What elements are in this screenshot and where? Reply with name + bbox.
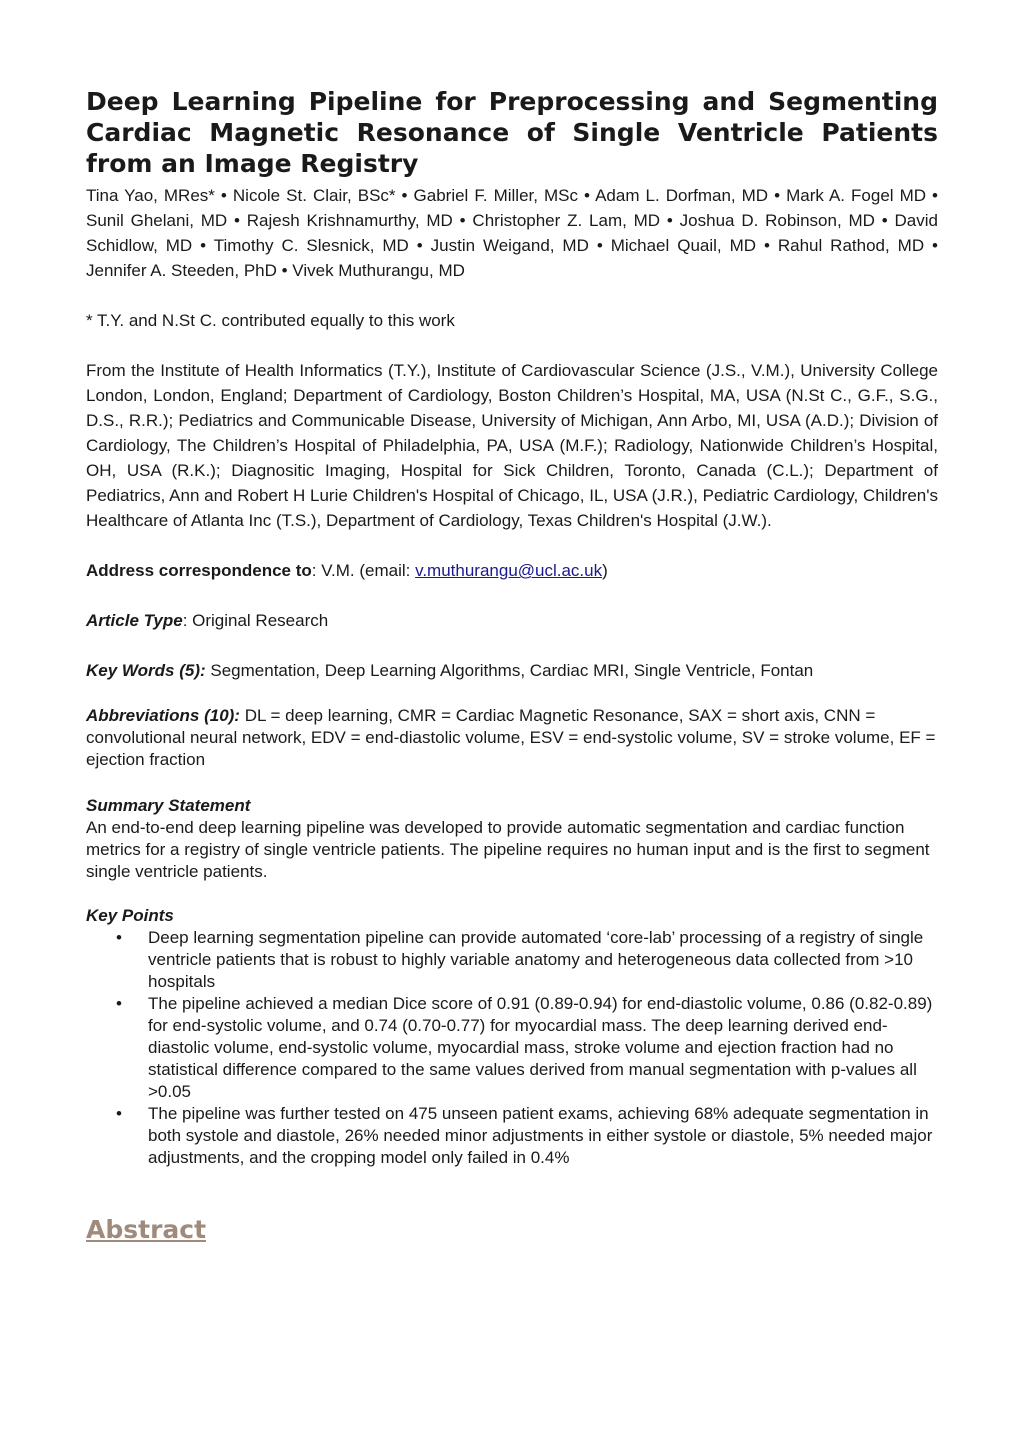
correspondence <box>86 558 938 583</box>
key-point-text: Deep learning segmentation pipeline can provide automated ‘core-lab’ processing of a registry of single ventricle patients that is robust to highly variable anatomy and heterogeneous data collected from >10 hospitals <box>148 928 924 991</box>
bullet-icon: • <box>116 928 122 947</box>
summary-text: An end-to-end deep learning pipeline was developed to provide automatic segmentation and cardiac function metrics for a registry of single ventricle patients. The pipeline requires no human input and is the first to segment single ventricle patients. <box>86 818 930 881</box>
manuscript-page <box>86 86 938 1244</box>
key-point-text: The pipeline was further tested on 475 unseen patient exams, achieving 68% adequate segmentation in both systole and diastole, 26% needed minor adjustments in either systole or diastole, 5% needed major adjustments, and the cropping model only failed in 0.4% <box>148 1104 933 1167</box>
list-item <box>86 927 938 993</box>
abbreviations <box>86 705 938 771</box>
paper-title: Deep Learning Pipeline for Preprocessing and Segmenting Cardiac Magnetic Resonance of Single Ventricle Patients from an Image Registry <box>86 87 938 178</box>
correspondence-email-link[interactable]: v.muthurangu@ucl.ac.uk <box>415 561 603 580</box>
correspondence-label: Address correspondence to <box>86 561 312 580</box>
bullet-icon: • <box>116 1104 122 1123</box>
article-type-value: : Original Research <box>182 611 329 630</box>
correspondence-prefix: : V.M. (email: <box>311 561 416 580</box>
keywords <box>86 658 938 683</box>
abbreviations-label: Abbreviations (10): <box>86 706 240 725</box>
equal-contribution-note: * T.Y. and N.St C. contributed equally to this work <box>86 311 455 330</box>
author-list: Tina Yao, MRes* • Nicole St. Clair, BSc* • Gabriel F. Miller, MSc • Adam L. Dorfman, MD • Mark A. Fogel MD • Sunil Ghelani, MD • Rajesh Krishnamurthy, MD • Christopher Z. Lam, MD • Joshua D. Robinson, MD • David Schidlow, MD • Timothy C. Slesnick, MD • Justin Weigand, MD • Michael Quail, MD • Rahul Rathod, MD • Jennifer A. Steeden, PhD • Vivek Muthurangu, MD <box>86 186 938 280</box>
abbreviations-value: DL = deep learning, CMR = Cardiac Magnetic Resonance, SAX = short axis, CNN = convolutional neural network, EDV = end-diastolic volume, ESV = end-systolic volume, SV = stroke volume, EF = ejection fraction <box>86 706 936 769</box>
abstract-heading: Abstract <box>86 1215 207 1244</box>
keywords-value: Segmentation, Deep Learning Algorithms, Cardiac MRI, Single Ventricle, Fontan <box>205 661 814 680</box>
key-point-text: The pipeline achieved a median Dice score of 0.91 (0.89-0.94) for end-diastolic volume, 0.86 (0.82-0.89) for end-systolic volume, and 0.74 (0.70-0.77) for myocardial mass. The deep learning derived end-diastolic volume, end-systolic volume, myocardial mass, stroke volume and ejection fraction had no statistical difference compared to the same values derived from manual segmentation with p-values all >0.05 <box>148 994 933 1101</box>
list-item <box>86 993 938 1103</box>
article-type <box>86 608 938 633</box>
bullet-icon: • <box>116 994 122 1013</box>
keywords-label: Key Words (5): <box>86 661 206 680</box>
article-type-label: Article Type <box>86 611 183 630</box>
list-item <box>86 1103 938 1169</box>
summary-heading: Summary Statement <box>86 796 251 815</box>
affiliations: From the Institute of Health Informatics (T.Y.), Institute of Cardiovascular Science (J.S., V.M.), University College London, London, England; Department of Cardiology, Boston Children’s Hospital, MA, USA (N.St C., G.F., S.G., D.S., R.R.); Pediatrics and Communicable Disease, University of Michigan, Ann Arbo, MI, USA (A.D.); Division of Cardiology, The Children’s Hospital of Philadelphia, PA, USA (M.F.); Radiology, Nationwide Children’s Hospital, OH, USA (R.K.); Diagnositic Imaging, Hospital for Sick Children, Toronto, Canada (C.L.); Department of Pediatrics, Ann and Robert H Lurie Children's Hospital of Chicago, IL, USA (J.R.), Pediatric Cardiology, Children's Healthcare of Atlanta Inc (T.S.), Department of Cardiology, Texas Children's Hospital (J.W.). <box>86 361 938 530</box>
correspondence-suffix: ) <box>602 561 608 580</box>
key-points-heading: Key Points <box>86 906 174 925</box>
key-points-list <box>86 927 938 1169</box>
